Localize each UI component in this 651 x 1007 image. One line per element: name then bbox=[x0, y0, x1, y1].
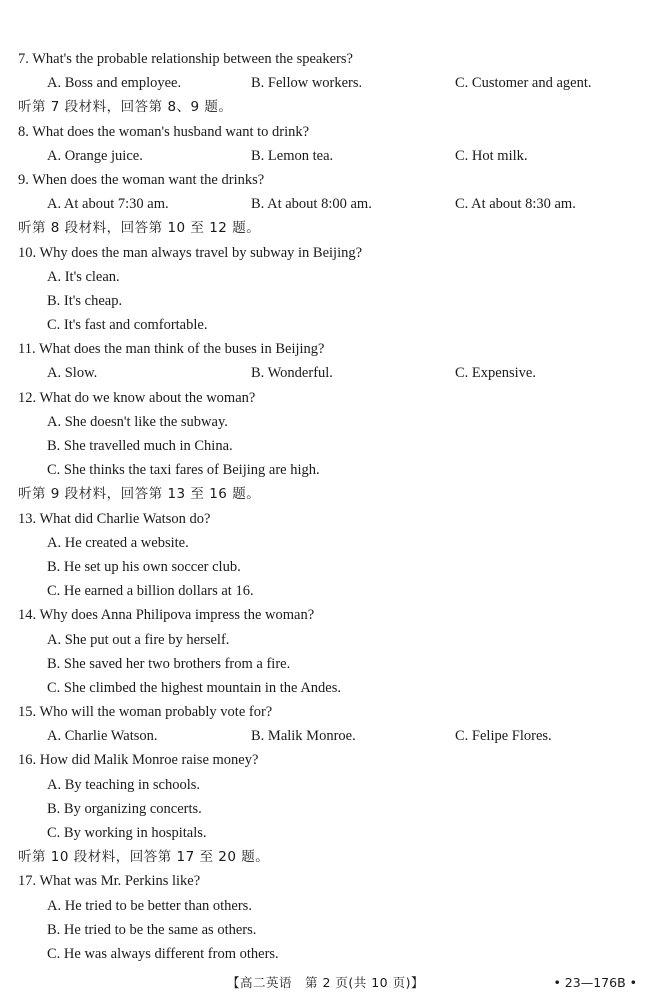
section-heading-9: 听第 9 段材料，回答第 13 至 16 题。 bbox=[18, 486, 261, 503]
option-14a: A. She put out a fire by herself. bbox=[47, 631, 230, 648]
question-8: 8. What does the woman's husband want to drink? bbox=[18, 123, 310, 140]
section-heading-7: 听第 7 段材料，回答第 8、9 题。 bbox=[18, 99, 233, 116]
option-7c: C. Customer and agent. bbox=[455, 75, 592, 92]
option-15c: C. Felipe Flores. bbox=[455, 728, 552, 745]
option-17c: C. He was always different from others. bbox=[47, 945, 279, 962]
option-16c: C. By working in hospitals. bbox=[47, 825, 207, 841]
question-16: 16. How did Malik Monroe raise money? bbox=[18, 752, 259, 769]
option-8a: A. Orange juice. bbox=[47, 147, 143, 164]
option-9a: A. At about 7:30 am. bbox=[47, 196, 169, 213]
question-15: 15. Who will the woman probably vote for? bbox=[18, 704, 273, 721]
option-11b: B. Wonderful. bbox=[251, 365, 333, 382]
section-heading-8: 听第 8 段材料，回答第 10 至 12 题。 bbox=[18, 220, 261, 237]
option-11a: A. Slow. bbox=[47, 365, 98, 382]
option-15b: B. Malik Monroe. bbox=[251, 728, 356, 745]
question-9: 9. When does the woman want the drinks? bbox=[18, 171, 265, 188]
option-13a: A. He created a website. bbox=[47, 534, 189, 551]
question-7: 7. What's the probable relationship between the speakers? bbox=[18, 51, 353, 67]
page-footer bbox=[0, 972, 651, 994]
option-10c: C. It's fast and comfortable. bbox=[47, 317, 208, 334]
footer-page-info: 【高二英语 第 2 页(共 10 页)】 bbox=[226, 975, 424, 990]
option-7a: A. Boss and employee. bbox=[47, 75, 182, 92]
option-17b: B. He tried to be the same as others. bbox=[47, 921, 257, 938]
option-10b: B. It's cheap. bbox=[47, 292, 123, 309]
option-12a: A. She doesn't like the subway. bbox=[47, 413, 228, 430]
option-7b: B. Fellow workers. bbox=[251, 75, 363, 92]
question-11: 11. What does the man think of the buses in Beijing? bbox=[18, 341, 325, 358]
option-9c: C. At about 8:30 am. bbox=[455, 196, 576, 213]
question-17: 17. What was Mr. Perkins like? bbox=[18, 873, 201, 890]
option-13c: C. He earned a billion dollars at 16. bbox=[47, 583, 254, 600]
question-11-options bbox=[18, 361, 638, 385]
option-14b: B. She saved her two brothers from a fire. bbox=[47, 655, 291, 672]
question-14: 14. Why does Anna Philipova impress the woman? bbox=[18, 607, 315, 624]
option-14c: C. She climbed the highest mountain in the Andes. bbox=[47, 679, 341, 696]
question-8-options bbox=[18, 144, 638, 168]
question-list bbox=[18, 47, 638, 966]
option-10a: A. It's clean. bbox=[47, 268, 120, 285]
question-10: 10. Why does the man always travel by subway in Beijing? bbox=[18, 244, 363, 261]
question-15-options bbox=[18, 724, 638, 748]
question-12: 12. What do we know about the woman? bbox=[18, 389, 256, 406]
option-8b: B. Lemon tea. bbox=[251, 147, 334, 164]
option-9b: B. At about 8:00 am. bbox=[251, 196, 372, 213]
question-9-options bbox=[18, 192, 638, 216]
question-7-options bbox=[18, 71, 638, 95]
option-17a: A. He tried to be better than others. bbox=[47, 897, 252, 914]
option-12b: B. She travelled much in China. bbox=[47, 438, 233, 454]
footer-exam-code: • 23—176B • bbox=[553, 975, 637, 990]
option-16a: A. By teaching in schools. bbox=[47, 776, 201, 793]
section-heading-10: 听第 10 段材料，回答第 17 至 20 题。 bbox=[18, 849, 270, 866]
option-13b: B. He set up his own soccer club. bbox=[47, 558, 241, 575]
option-11c: C. Expensive. bbox=[455, 365, 536, 382]
option-12c: C. She thinks the taxi fares of Beijing are high. bbox=[47, 462, 320, 479]
option-8c: C. Hot milk. bbox=[455, 147, 528, 164]
option-15a: A. Charlie Watson. bbox=[47, 728, 158, 745]
option-16b: B. By organizing concerts. bbox=[47, 800, 202, 817]
question-13: 13. What did Charlie Watson do? bbox=[18, 510, 211, 527]
